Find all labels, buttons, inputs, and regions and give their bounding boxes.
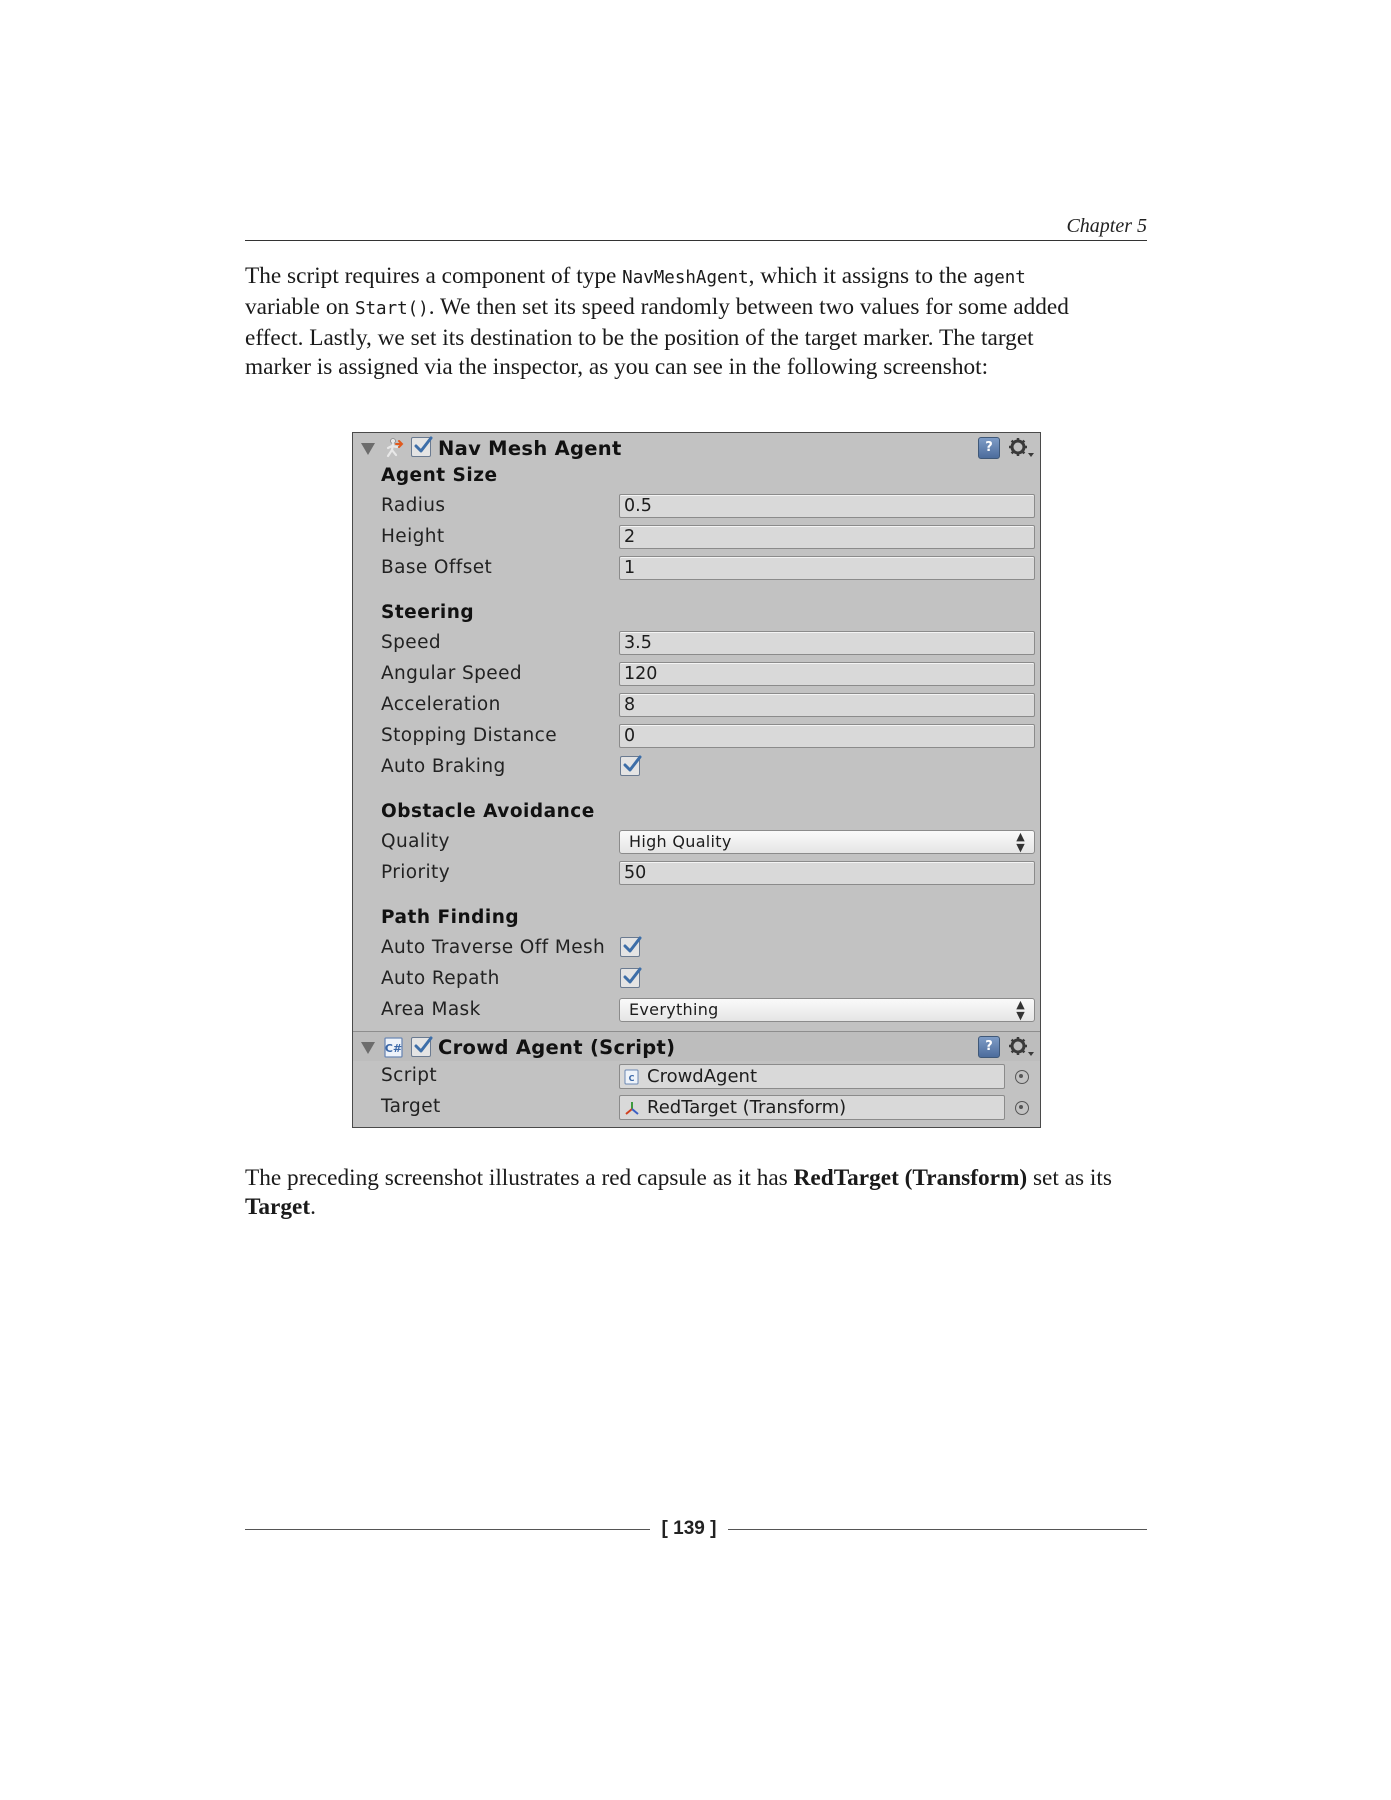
auto-braking-checkbox[interactable] <box>620 756 640 776</box>
target-label: Target <box>381 1096 441 1117</box>
acceleration-label: Acceleration <box>381 694 501 715</box>
foldout-arrow-icon[interactable] <box>361 443 375 455</box>
section-obstacle-avoidance: Obstacle Avoidance <box>381 801 595 822</box>
script-label: Script <box>381 1065 438 1086</box>
script-field[interactable] <box>619 1064 1005 1089</box>
page-number: [ 139 ] <box>661 1518 717 1539</box>
section-steering: Steering <box>381 602 475 623</box>
section-path-finding: Path Finding <box>381 907 520 928</box>
para2-text-3: . <box>310 1194 316 1220</box>
auto-repath-label: Auto Repath <box>381 968 500 989</box>
nav-mesh-agent-title: Nav Mesh Agent <box>438 437 622 460</box>
priority-field[interactable]: 50 <box>619 861 1035 885</box>
nav-mesh-agent-enabled-checkbox[interactable] <box>411 437 431 457</box>
height-field[interactable]: 2 <box>619 525 1035 549</box>
quality-dropdown[interactable] <box>619 830 1035 854</box>
code-agent: agent <box>973 268 1026 288</box>
quality-value: High Quality <box>629 832 732 851</box>
auto-repath-checkbox[interactable] <box>620 968 640 988</box>
angular-speed-label: Angular Speed <box>381 663 523 684</box>
area-mask-label: Area Mask <box>381 999 481 1020</box>
auto-braking-label: Auto Braking <box>381 756 506 777</box>
nav-agent-icon <box>383 437 405 459</box>
svg-text:C: C <box>628 1074 635 1083</box>
header-rule <box>245 240 1147 241</box>
auto-traverse-label: Auto Traverse Off Mesh <box>381 937 606 958</box>
intro-paragraph <box>245 262 1085 382</box>
para2-text-1: The preceding screenshot illustrates a red capsule as it has <box>245 1165 794 1191</box>
csharp-script-icon <box>624 1069 640 1085</box>
stopping-distance-label: Stopping Distance <box>381 725 557 746</box>
area-mask-dropdown[interactable] <box>619 998 1035 1022</box>
code-navmeshagent: NavMeshAgent <box>622 268 749 288</box>
dropdown-arrows-icon: ▲ ▼ <box>1016 830 1025 854</box>
code-start: Start() <box>354 299 429 319</box>
angular-speed-field[interactable]: 120 <box>619 662 1035 686</box>
target-field[interactable] <box>619 1095 1005 1120</box>
csharp-script-icon <box>383 1036 405 1058</box>
acceleration-field[interactable]: 8 <box>619 693 1035 717</box>
base-offset-label: Base Offset <box>381 557 493 578</box>
section-agent-size: Agent Size <box>381 465 498 486</box>
crowd-agent-title: Crowd Agent (Script) <box>438 1036 676 1059</box>
inspector-panel <box>352 432 1041 1128</box>
help-icon[interactable]: ? <box>978 1036 1000 1058</box>
script-value: CrowdAgent <box>647 1066 758 1087</box>
nav-mesh-agent-header[interactable] <box>353 433 1040 463</box>
target-value: RedTarget (Transform) <box>647 1097 847 1118</box>
para2-text-2: set as its <box>1027 1165 1112 1191</box>
help-icon[interactable]: ? <box>978 437 1000 459</box>
speed-field[interactable]: 3.5 <box>619 631 1035 655</box>
radius-label: Radius <box>381 495 446 516</box>
bold-target: Target <box>245 1194 311 1220</box>
height-label: Height <box>381 526 445 547</box>
para1-text-3: variable on <box>245 294 355 320</box>
stopping-distance-field[interactable]: 0 <box>619 724 1035 748</box>
footer-rule-left <box>245 1529 650 1530</box>
svg-text:C#: C# <box>384 1042 403 1055</box>
gear-icon[interactable] <box>1006 435 1036 461</box>
object-picker-icon[interactable] <box>1015 1070 1029 1084</box>
crowd-agent-enabled-checkbox[interactable] <box>411 1037 431 1057</box>
footer-rule-right <box>728 1529 1147 1530</box>
crowd-agent-header[interactable] <box>353 1031 1040 1061</box>
priority-label: Priority <box>381 862 451 883</box>
object-picker-icon[interactable] <box>1015 1101 1029 1115</box>
area-mask-value: Everything <box>629 1000 719 1019</box>
para1-text-4: . We then set its speed randomly between two values for some added effect. Lastly, we set its destination to be the position of the target marker. The target marker is assigned via the inspector, as you can see in the following screenshot: <box>245 294 1069 380</box>
speed-label: Speed <box>381 632 441 653</box>
dropdown-arrows-icon: ▲ ▼ <box>1016 998 1025 1022</box>
auto-traverse-checkbox[interactable] <box>620 937 640 957</box>
foldout-arrow-icon[interactable] <box>361 1042 375 1054</box>
para1-text-2: , which it assigns to the <box>748 263 974 289</box>
para1-text-1: The script requires a component of type <box>245 263 623 289</box>
transform-icon <box>624 1100 640 1116</box>
radius-field[interactable]: 0.5 <box>619 494 1035 518</box>
quality-label: Quality <box>381 831 450 852</box>
gear-icon[interactable] <box>1006 1034 1036 1060</box>
base-offset-field[interactable]: 1 <box>619 556 1035 580</box>
chapter-label: Chapter 5 <box>1066 215 1147 237</box>
caption-paragraph <box>245 1164 1147 1222</box>
bold-redtarget: RedTarget (Transform) <box>793 1165 1028 1191</box>
